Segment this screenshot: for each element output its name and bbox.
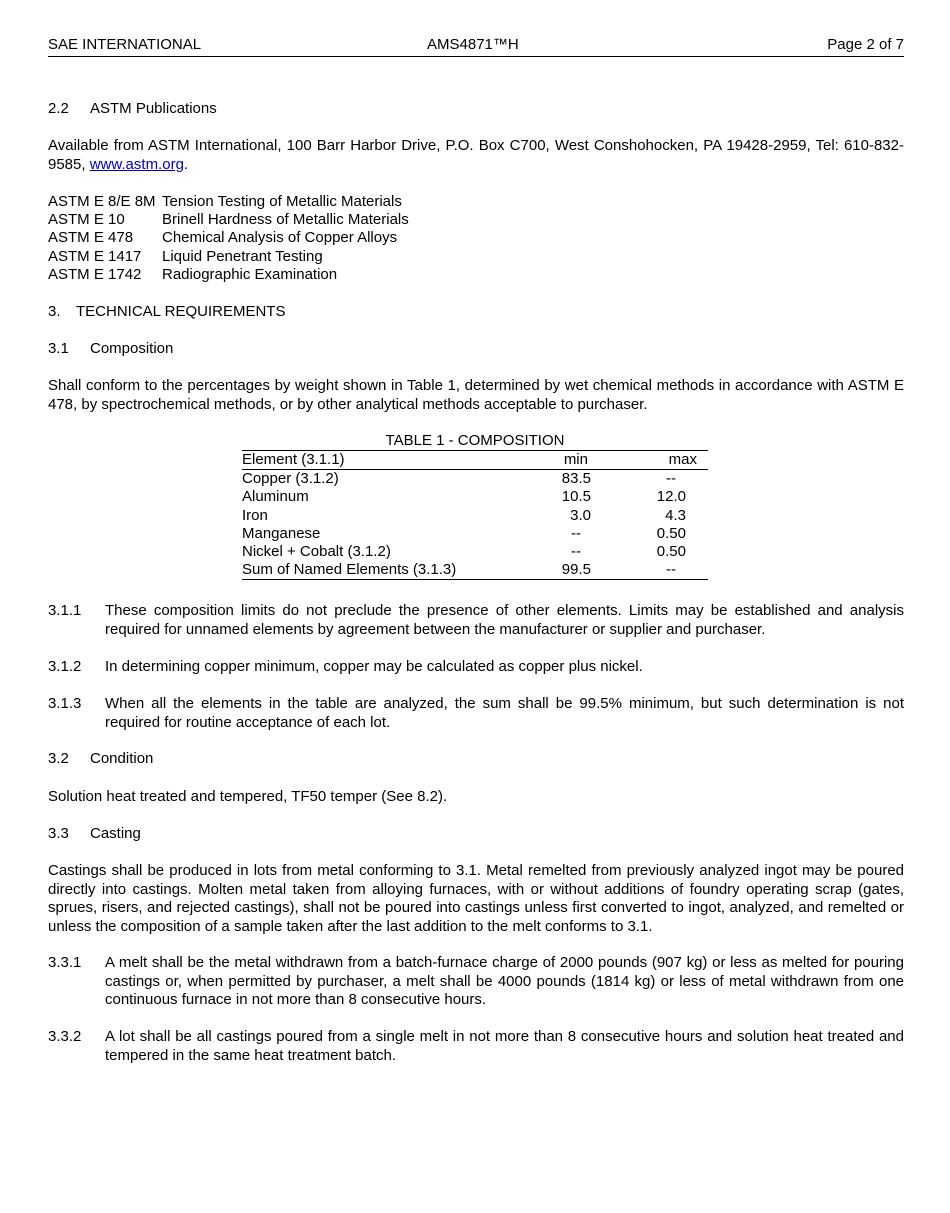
cell-max: -- — [666, 470, 676, 488]
header-min: min — [515, 451, 591, 470]
clause-3-1-3 — [48, 695, 904, 732]
header-page-number: Page 2 of 7 — [827, 36, 904, 53]
clause-text: A melt shall be the metal withdrawn from a batch-furnace charge of 2000 pounds (907 kg) or less as melted for pouring castings or, when permitted by purchaser, a melt shall be 4000 pounds (1814 kg) or less of metal withdrawn from one continuous furnace in not more than 8 consecutive hours. — [105, 954, 904, 1008]
clause-number: 3.3.2 — [48, 1028, 82, 1045]
reference-title: Chemical Analysis of Copper Alloys — [162, 229, 398, 247]
cell-max: -- — [591, 561, 708, 580]
astm-website-link[interactable]: www.astm.org — [89, 155, 184, 173]
cell-min: 99.5 — [515, 561, 591, 580]
clause-3-1-1 — [48, 602, 904, 639]
table-row — [242, 488, 708, 506]
table-header-row — [242, 451, 708, 470]
cell-min: -- — [570, 524, 581, 542]
cell-min: 10.5 — [561, 488, 591, 506]
section-number: 3. — [48, 303, 61, 320]
page-header — [48, 36, 904, 57]
cell-max: 0.50 — [656, 543, 686, 561]
astm-availability-paragraph — [48, 137, 904, 174]
document-page — [48, 0, 904, 1213]
cell-min: 83.5 — [561, 470, 591, 488]
reference-row — [48, 193, 904, 211]
reference-code: ASTM E 1742 — [48, 265, 142, 283]
reference-title: Liquid Penetrant Testing — [162, 247, 323, 265]
section-title: TECHNICAL REQUIREMENTS — [76, 303, 286, 320]
section-3-heading — [48, 303, 904, 322]
clause-3-3-1 — [48, 954, 904, 1010]
clause-number: 3.1.2 — [48, 658, 82, 675]
table-row — [242, 543, 708, 561]
casting-paragraph — [48, 862, 904, 936]
cell-element: Manganese — [242, 524, 321, 542]
section-number: 3.3 — [48, 825, 69, 842]
section-title: Casting — [90, 825, 141, 842]
cell-max: 12.0 — [656, 488, 686, 506]
section-3-1-heading — [48, 340, 904, 359]
header-element: Element (3.1.1) — [242, 451, 515, 470]
reference-title: Radiographic Examination — [162, 265, 338, 283]
reference-code: ASTM E 1417 — [48, 247, 142, 265]
reference-row — [48, 266, 904, 284]
astm-reference-list — [48, 193, 904, 284]
cell-element: Sum of Named Elements (3.1.3) — [242, 561, 515, 580]
clause-3-3-2 — [48, 1028, 904, 1065]
availability-text: Available from ASTM International, 100 Barr Harbor Drive, P.O. Box C700, West Conshohocken, PA 19428-2959, Tel: 610-832-9585, — [48, 137, 904, 173]
cell-element: Copper (3.1.2) — [242, 470, 339, 488]
clause-3-1-2 — [48, 658, 904, 677]
casting-text: Castings shall be produced in lots from metal conforming to 3.1. Metal remelted from previously analyzed ingot may be poured directly into castings. Molten metal taken from alloying furnaces, with or without additions of foundry operating scrap (gates, sprues, risers, and rejected castings), shall not be poured into castings unless first converted to ingot, analyzed, and remelted or unless the composition of a sample taken after the last addition to the melt conforms to 3.1. — [48, 862, 904, 935]
section-2-2-heading — [48, 100, 904, 119]
composition-text: Shall conform to the percentages by weight shown in Table 1, determined by wet chemical methods in accordance with ASTM E 478, by spectrochemical methods, or by other analytical methods acceptable to purchaser. — [48, 377, 904, 413]
section-number: 3.1 — [48, 340, 69, 357]
reference-code: ASTM E 8/E 8M — [48, 193, 156, 210]
clause-number: 3.3.1 — [48, 954, 82, 971]
reference-title: Brinell Hardness of Metallic Materials — [162, 211, 409, 229]
section-number: 2.2 — [48, 100, 69, 117]
table-row — [242, 470, 708, 489]
reference-row — [48, 211, 904, 229]
cell-element: Aluminum — [242, 488, 309, 506]
section-title: Composition — [90, 340, 174, 357]
cell-max: 0.50 — [656, 524, 686, 542]
clause-number: 3.1.1 — [48, 602, 82, 619]
reference-code: ASTM E 10 — [48, 211, 125, 229]
table-row — [242, 561, 708, 580]
cell-element: Nickel + Cobalt (3.1.2) — [242, 543, 391, 561]
clause-number: 3.1.3 — [48, 695, 82, 712]
cell-min: -- — [570, 543, 581, 561]
composition-paragraph — [48, 377, 904, 414]
section-number: 3.2 — [48, 750, 69, 767]
table-row — [242, 525, 708, 543]
reference-title: Tension Testing of Metallic Materials — [162, 193, 402, 210]
composition-table-grid — [242, 451, 708, 580]
header-document-number: AMS4871™H — [427, 36, 519, 53]
section-title: Condition — [90, 750, 154, 767]
clause-text: A lot shall be all castings poured from a single melt in not more than 8 consecutive hours and solution heat treated and tempered in the same heat treatment batch. — [105, 1028, 904, 1064]
clause-text: In determining copper minimum, copper may be calculated as copper plus nickel. — [105, 658, 643, 675]
composition-table — [242, 432, 708, 580]
table-title: TABLE 1 - COMPOSITION — [242, 432, 708, 451]
clause-text: These composition limits do not preclude the presence of other elements. Limits may be established and analysis required for unnamed elements by agreement between the manufacturer or supplier and purchaser. — [105, 602, 904, 638]
section-3-2-heading — [48, 750, 904, 769]
availability-end: . — [183, 155, 189, 173]
section-title: ASTM Publications — [90, 100, 217, 117]
header-organization: SAE INTERNATIONAL — [48, 36, 202, 53]
condition-paragraph — [48, 788, 904, 807]
section-3-3-heading — [48, 825, 904, 844]
table-row — [242, 507, 708, 525]
condition-text: Solution heat treated and tempered, TF50 temper (See 8.2). — [48, 788, 448, 805]
cell-max: 4.3 — [665, 506, 686, 524]
reference-code: ASTM E 478 — [48, 229, 134, 247]
cell-min: 3.0 — [570, 506, 591, 524]
clause-text: When all the elements in the table are analyzed, the sum shall be 99.5% minimum, but such determination is not required for routine acceptance of each lot. — [105, 695, 904, 731]
cell-element: Iron — [242, 506, 268, 524]
reference-row — [48, 248, 904, 266]
reference-row — [48, 229, 904, 247]
header-max: max — [591, 451, 708, 470]
